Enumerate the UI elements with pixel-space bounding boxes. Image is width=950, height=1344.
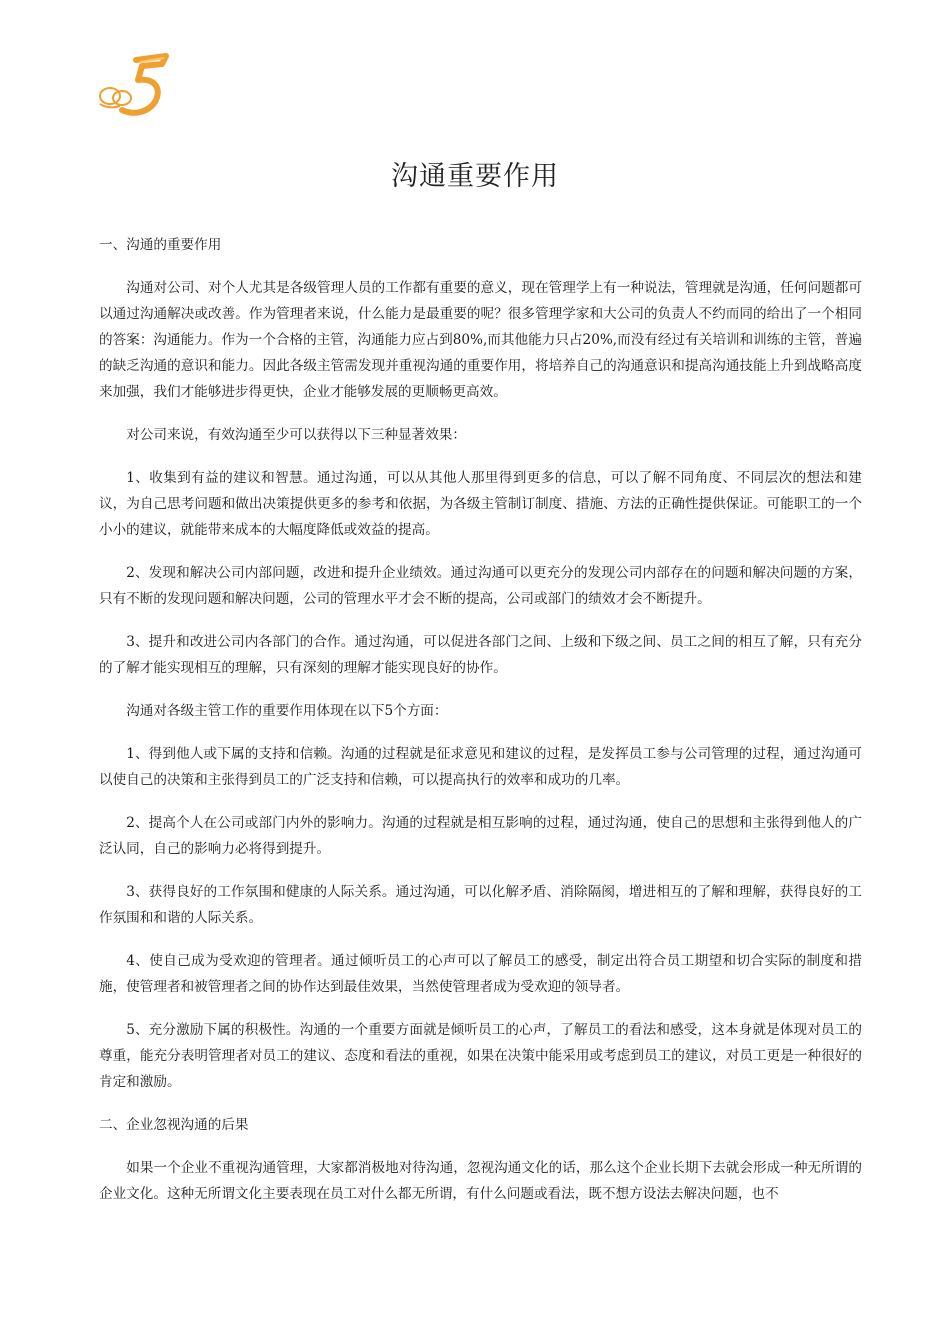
- list-item-paragraph: 1、得到他人或下属的支持和信赖。沟通的过程就是征求意见和建议的过程，是发挥员工参与公司管理的过程，通过沟通可以使自己的决策和主张得到员工的广泛支持和信赖，可以提高执行的效率和成功的几率。: [99, 746, 862, 788]
- list-item-paragraph: 2、发现和解决公司内部问题，改进和提升企业绩效。通过沟通可以更充分的发现公司内部存在的问题和解决问题的方案，只有不断的发现问题和解决问题，公司的管理水平才会不断的提高，公司或部门的绩效才会不断提升。: [99, 565, 862, 607]
- list-item-paragraph: 4、使自己成为受欢迎的管理者。通过倾听员工的心声可以了解员工的感受，制定出符合员工期望和切合实际的制度和措施，使管理者和被管理者之间的协作达到最佳效果，当然使管理者成为受欢迎的领导者。: [99, 953, 862, 995]
- paragraph: 沟通对各级主管工作的重要作用体现在以下5个方面：: [126, 703, 448, 719]
- list-item-paragraph: 3、获得良好的工作氛围和健康的人际关系。通过沟通，可以化解矛盾、消除隔阂，增进相互的了解和理解，获得良好的工作氛围和和谐的人际关系。: [99, 884, 862, 926]
- paragraph: 对公司来说，有效沟通至少可以获得以下三种显著效果：: [126, 427, 467, 443]
- list-item-paragraph: 2、提高个人在公司或部门内外的影响力。沟通的过程就是相互影响的过程，通过沟通，使自己的思想和主张得到他人的广泛认同，自己的影响力必将得到提升。: [99, 815, 862, 857]
- list-item-paragraph: 5、充分激励下属的积极性。沟通的一个重要方面就是倾听员工的心声，了解员工的看法和感受，这本身就是体现对员工的尊重，能充分表明管理者对员工的建议、态度和看法的重视，如果在决策中能采用或考虑到员工的建议，对员工更是一种很好的肯定和激励。: [99, 1022, 862, 1090]
- page-title: 沟通重要作用: [391, 161, 559, 192]
- section-heading: 二、企业忽视沟通的后果: [99, 1117, 249, 1133]
- section-heading: 一、沟通的重要作用: [99, 237, 222, 253]
- document-body: [99, 232, 862, 1224]
- paragraph: 如果一个企业不重视沟通管理，大家都消极地对待沟通，忽视沟通文化的话，那么这个企业长期下去就会形成一种无所谓的企业文化。这种无所谓文化主要表现在员工对什么都无所谓，有什么问题或看法，既不想方设法去解决问题，也不: [99, 1160, 862, 1202]
- list-item-paragraph: 3、提升和改进公司内各部门的合作。通过沟通，可以促进各部门之间、上级和下级之间、员工之间的相互了解，只有充分的了解才能实现相互的理解，只有深刻的理解才能实现良好的协作。: [99, 634, 862, 676]
- paragraph: 沟通对公司、对个人尤其是各级管理人员的工作都有重要的意义，现在管理学上有一种说法，管理就是沟通，任何问题都可以通过沟通解决或改善。作为管理者来说，什么能力是最重要的呢？很多管理学家和大公司的负责人不约而同的给出了一个相同的答案：沟通能力。作为一个合格的主管，沟通能力应占到80%,而其他能力只占20%,而没有经过有关培训和训练的主管，普遍的缺乏沟通的意识和能力。因此各级主管需发现并重视沟通的重要作用，将培养自己的沟通意识和提高沟通技能上升到战略高度来加强，我们才能够进步得更快，企业才能够发展的更顺畅更高效。: [99, 280, 862, 400]
- list-item-paragraph: 1、收集到有益的建议和智慧。通过沟通，可以从其他人那里得到更多的信息，可以了解不同角度、不同层次的想法和建议，为自己思考问题和做出决策提供更多的参考和依据，为各级主管制订制度、措施、方法的正确性提供保证。可能职工的一个小小的建议，就能带来成本的大幅度降低或效益的提高。: [99, 470, 862, 538]
- company-logo-icon: [96, 52, 172, 118]
